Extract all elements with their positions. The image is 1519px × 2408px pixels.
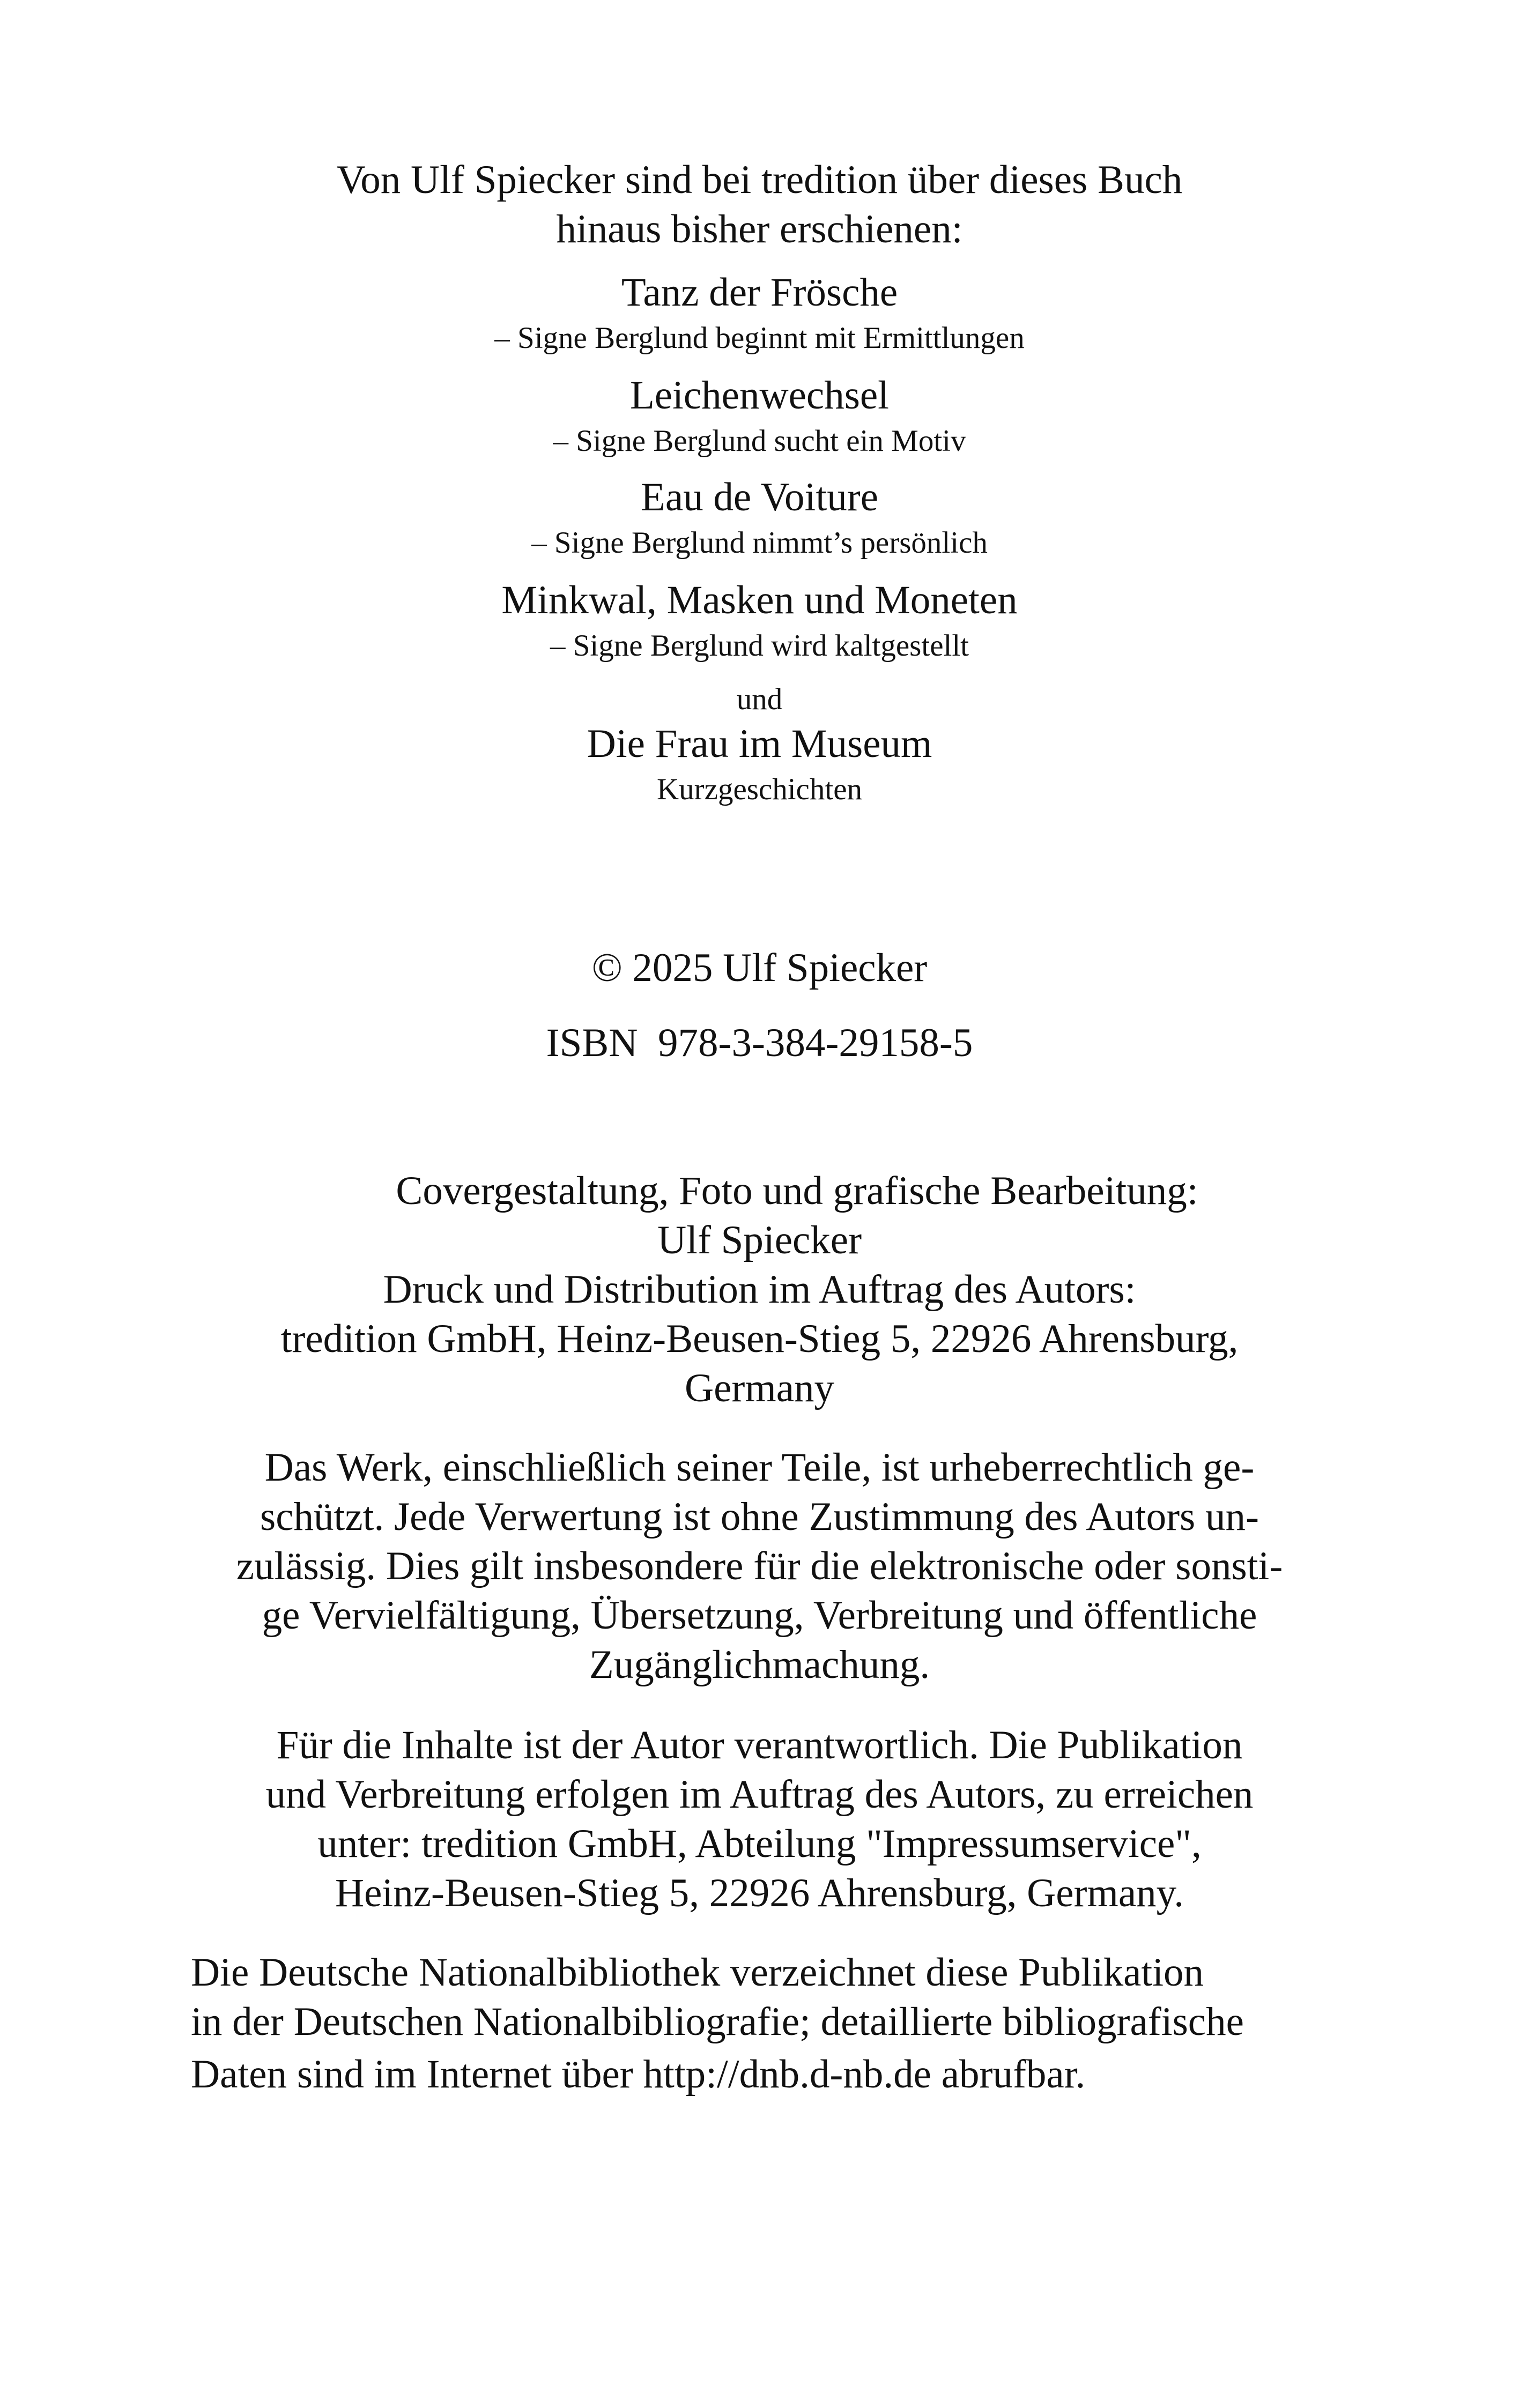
- book-title-3: Eau de Voiture: [641, 475, 878, 519]
- book-subtitle-2: – Signe Berglund sucht ein Motiv: [553, 424, 966, 458]
- credits-line-3: Druck und Distribution im Auftrag des Autors:: [383, 1267, 1136, 1312]
- dnb-line-1: Die Deutsche Nationalbibliothek verzeichnet diese Publikation: [191, 1950, 1204, 1995]
- book-title-2: Leichenwechsel: [629, 373, 890, 418]
- rights-line-1: Das Werk, einschließlich seiner Teile, ist urheberrechtlich ge-: [264, 1445, 1255, 1490]
- rights-line-3: zulässig. Dies gilt insbesondere für die elektronische oder sonsti-: [236, 1544, 1283, 1588]
- credits-line-5: Germany: [684, 1366, 835, 1410]
- intro-line-1: Von Ulf Spiecker sind bei tredition über dieses Buch: [336, 158, 1183, 202]
- rights-line-4: ge Vervielfältigung, Übersetzung, Verbreitung und öffentliche: [262, 1593, 1257, 1638]
- book-subtitle-5: Kurzgeschichten: [657, 772, 862, 806]
- credits-line-2: Ulf Spiecker: [657, 1218, 862, 1262]
- book-title-4: Minkwal, Masken und Moneten: [501, 578, 1018, 622]
- book-subtitle-1: – Signe Berglund beginnt mit Ermittlungen: [494, 321, 1025, 355]
- credits-line-1: Covergestaltung, Foto und grafische Bearbeitung:: [396, 1169, 1198, 1213]
- responsibility-line-2: und Verbreitung erfolgen im Auftrag des Autors, zu erreichen: [265, 1772, 1254, 1817]
- rights-line-2: schützt. Jede Verwertung ist ohne Zustimmung des Autors un-: [260, 1495, 1259, 1539]
- connector-und: und: [736, 682, 783, 716]
- isbn: ISBN 978-3-384-29158-5: [546, 1021, 973, 1065]
- dnb-line-2: in der Deutschen Nationalbibliografie; detaillierte bibliografische: [191, 2000, 1244, 2044]
- responsibility-line-1: Für die Inhalte ist der Autor verantwortlich. Die Publikation: [276, 1723, 1243, 1767]
- dnb-line-3: Daten sind im Internet über http://dnb.d-nb.de abrufbar.: [191, 2052, 1086, 2097]
- book-title-5: Die Frau im Museum: [587, 722, 932, 766]
- book-subtitle-3: – Signe Berglund nimmt’s persönlich: [531, 526, 988, 560]
- book-title-1: Tanz der Frösche: [621, 270, 898, 315]
- responsibility-line-3: unter: tredition GmbH, Abteilung "Impressumservice",: [317, 1822, 1202, 1866]
- credits-line-4: tredition GmbH, Heinz-Beusen-Stieg 5, 22926 Ahrensburg,: [280, 1317, 1239, 1361]
- copyright-notice: © 2025 Ulf Spiecker: [591, 946, 928, 990]
- responsibility-line-4: Heinz-Beusen-Stieg 5, 22926 Ahrensburg, Germany.: [335, 1871, 1184, 1915]
- rights-line-5: Zugänglichmachung.: [589, 1643, 930, 1687]
- intro-line-2: hinaus bisher erschienen:: [556, 207, 963, 251]
- book-subtitle-4: – Signe Berglund wird kaltgestellt: [550, 629, 969, 663]
